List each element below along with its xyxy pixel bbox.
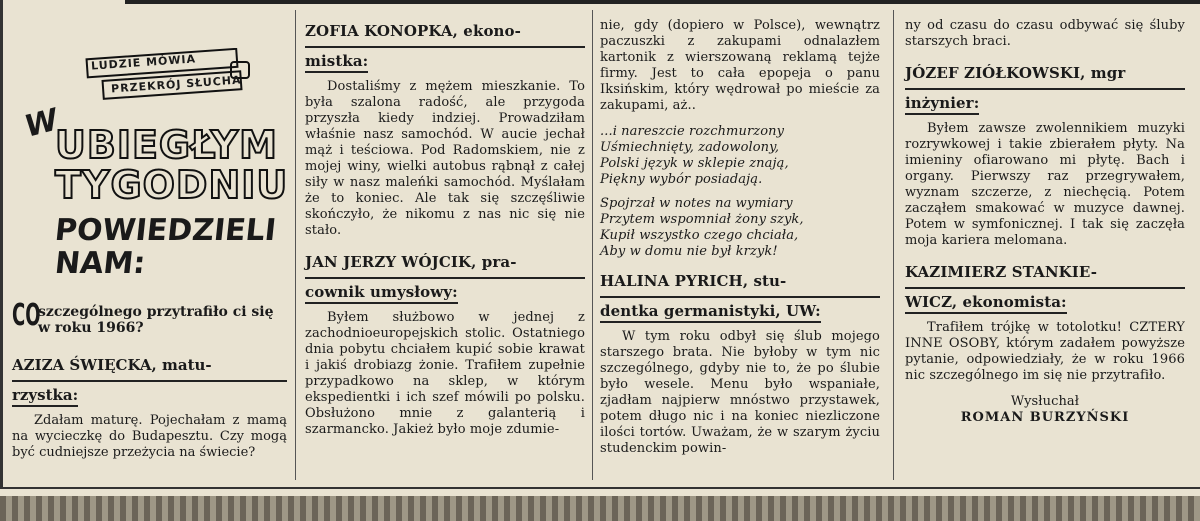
title-line-4: NAM: bbox=[53, 246, 148, 281]
heading-line: inżynier: bbox=[905, 94, 979, 115]
stamp-bottom-text: PRZEKRÓJ SŁUCHA bbox=[110, 73, 242, 96]
answer-text-continued: ny od czasu do czasu odbywać się śluby starszych braci. bbox=[905, 18, 1185, 49]
heading-line: KAZIMIERZ STANKIE- bbox=[905, 259, 1185, 289]
bottom-rule bbox=[0, 487, 1200, 489]
answer-text-continued: nie, gdy (dopiero w Polsce), wewnątrz paczuszki z zakupami odnalazłem kartonik z wierszowaną reklamą tejże firmy. Jest to cała epopeja o panu Iksińskim, który wędrował po mieście za zakupami, aż.. bbox=[600, 18, 880, 113]
heading-line: WICZ, ekonomista: bbox=[905, 293, 1067, 314]
bottom-pattern-band bbox=[0, 496, 1200, 521]
heading-line: ZOFIA KONOPKA, ekono- bbox=[305, 18, 585, 48]
respondent-heading bbox=[12, 352, 287, 409]
answer-text: Trafiłem trójkę w totolotku! CZTERY INNE OSOBY, którym zadałem powyższe pytanie, odpowiedziały, że w roku 1966 nic szczególnego im się nie przytrafiło. bbox=[905, 320, 1185, 383]
top-rule bbox=[125, 0, 1200, 4]
heading-line: JAN JERZY WÓJCIK, pra- bbox=[305, 249, 585, 279]
title-line-3: POWIEDZIELI bbox=[53, 213, 278, 248]
heading-line: rzystka: bbox=[12, 386, 78, 407]
left-border bbox=[0, 0, 3, 488]
question-co: CO bbox=[12, 298, 41, 333]
survey-question bbox=[12, 298, 287, 338]
answer-text: Zdałam maturę. Pojechałam z mamą na wycieczkę do Budapesztu. Czy mogą być cudniejsze przeżycia na świecie? bbox=[12, 413, 287, 460]
verse-stanza: Spojrzał w notes na wymiary Przytem wspomniał żony szyk, Kupił wszystko czego chciała, Aby w domu nie był krzyk! bbox=[600, 196, 804, 259]
verse-stanza: ...i nareszcie rozchmurzony Uśmiechnięty, zadowolony, Polski język w sklepie znają, Piękny wybór posiadają. bbox=[600, 124, 789, 187]
answer-text: W tym roku odbył się ślub mojego starszego brata. Nie byłoby w tym nic szczególnego, gdyby nie to, że po ślubie było wesele. Menu było wspaniałe, zjadłam najpierw mnóstwo przystawek, potem długo nic i na koniec niezliczone ilości tortów. Uważam, że w szarym życiu studenckim powin- bbox=[600, 329, 880, 456]
answer-text: Byłem służbowo w jednej z zachodnioeuropejskich stolic. Ostatniego dnia pobytu chciałem kupić sobie krawat i jakiś drobiazg żonie. Trafiłem zupełnie przypadkowo na sklep, w którym ekspedientki i ich szef mówili po polsku. Obsłużono mnie z galanterią i szarmancko. Jakież było moje zdumie- bbox=[305, 310, 585, 437]
section-masthead bbox=[21, 48, 289, 293]
heading-line: dentka germanistyki, UW: bbox=[600, 302, 821, 323]
heading-line: JÓZEF ZIÓŁKOWSKI, mgr bbox=[905, 60, 1185, 90]
respondent-heading bbox=[305, 249, 585, 306]
stamp-top-text: LUDZIE MÓWIA bbox=[90, 52, 197, 73]
heading-line: cownik umysłowy: bbox=[305, 283, 458, 304]
heading-line: mistka: bbox=[305, 52, 368, 73]
column-2 bbox=[305, 18, 585, 448]
question-text: szczególnego przytrafiło ci się w roku 1966? bbox=[38, 304, 274, 336]
respondent-heading bbox=[305, 18, 585, 75]
byline bbox=[905, 394, 1185, 426]
heading-line: HALINA PYRICH, stu- bbox=[600, 268, 880, 298]
respondent-heading bbox=[600, 268, 880, 325]
byline-label: Wysłuchał bbox=[1010, 394, 1080, 409]
column-1 bbox=[12, 352, 287, 471]
answer-text: Dostaliśmy z mężem mieszkanie. To była szalona radość, ale przygoda przyszła kiedy indziej. Prowadziłam właśnie nasz samochód. W aucie jechał mąż i teściowa. Pod Radomskiem, nie z mojej winy, wielki autobus rąbnął z całej siły w nasz maleńki samochód. Myślałam że to koniec. Ale tak się szczęśliwie skończyło, że nikomu z nas nic się nie stało. bbox=[305, 79, 585, 238]
title-line-1: UBIEGŁYM bbox=[55, 123, 278, 167]
title-w: W bbox=[21, 102, 63, 145]
column-3 bbox=[600, 14, 880, 467]
answer-text: Byłem zawsze zwolennikiem muzyki rozrywkowej i takie zbierałem płyty. Na imieniny ofiarowano mi płytę. Bach i organy. Pierwszy raz przegrywałem, wyznam szczerze, z niechęcią. Potem zacząłem smakować w muzyce dawnej. Potem w symfonicznej. I tak się zaczęła moja kariera melomana. bbox=[905, 121, 1185, 248]
respondent-heading bbox=[905, 60, 1185, 117]
column-divider bbox=[893, 10, 894, 480]
title-line-2: TYGODNIU bbox=[55, 163, 289, 207]
column-divider bbox=[592, 10, 593, 480]
column-divider bbox=[295, 10, 296, 480]
respondent-heading bbox=[905, 259, 1185, 316]
heading-line: AZIZA ŚWIĘCKA, matu- bbox=[12, 352, 287, 382]
byline-author: ROMAN BURZYŃSKI bbox=[960, 410, 1130, 425]
column-4 bbox=[905, 14, 1185, 426]
